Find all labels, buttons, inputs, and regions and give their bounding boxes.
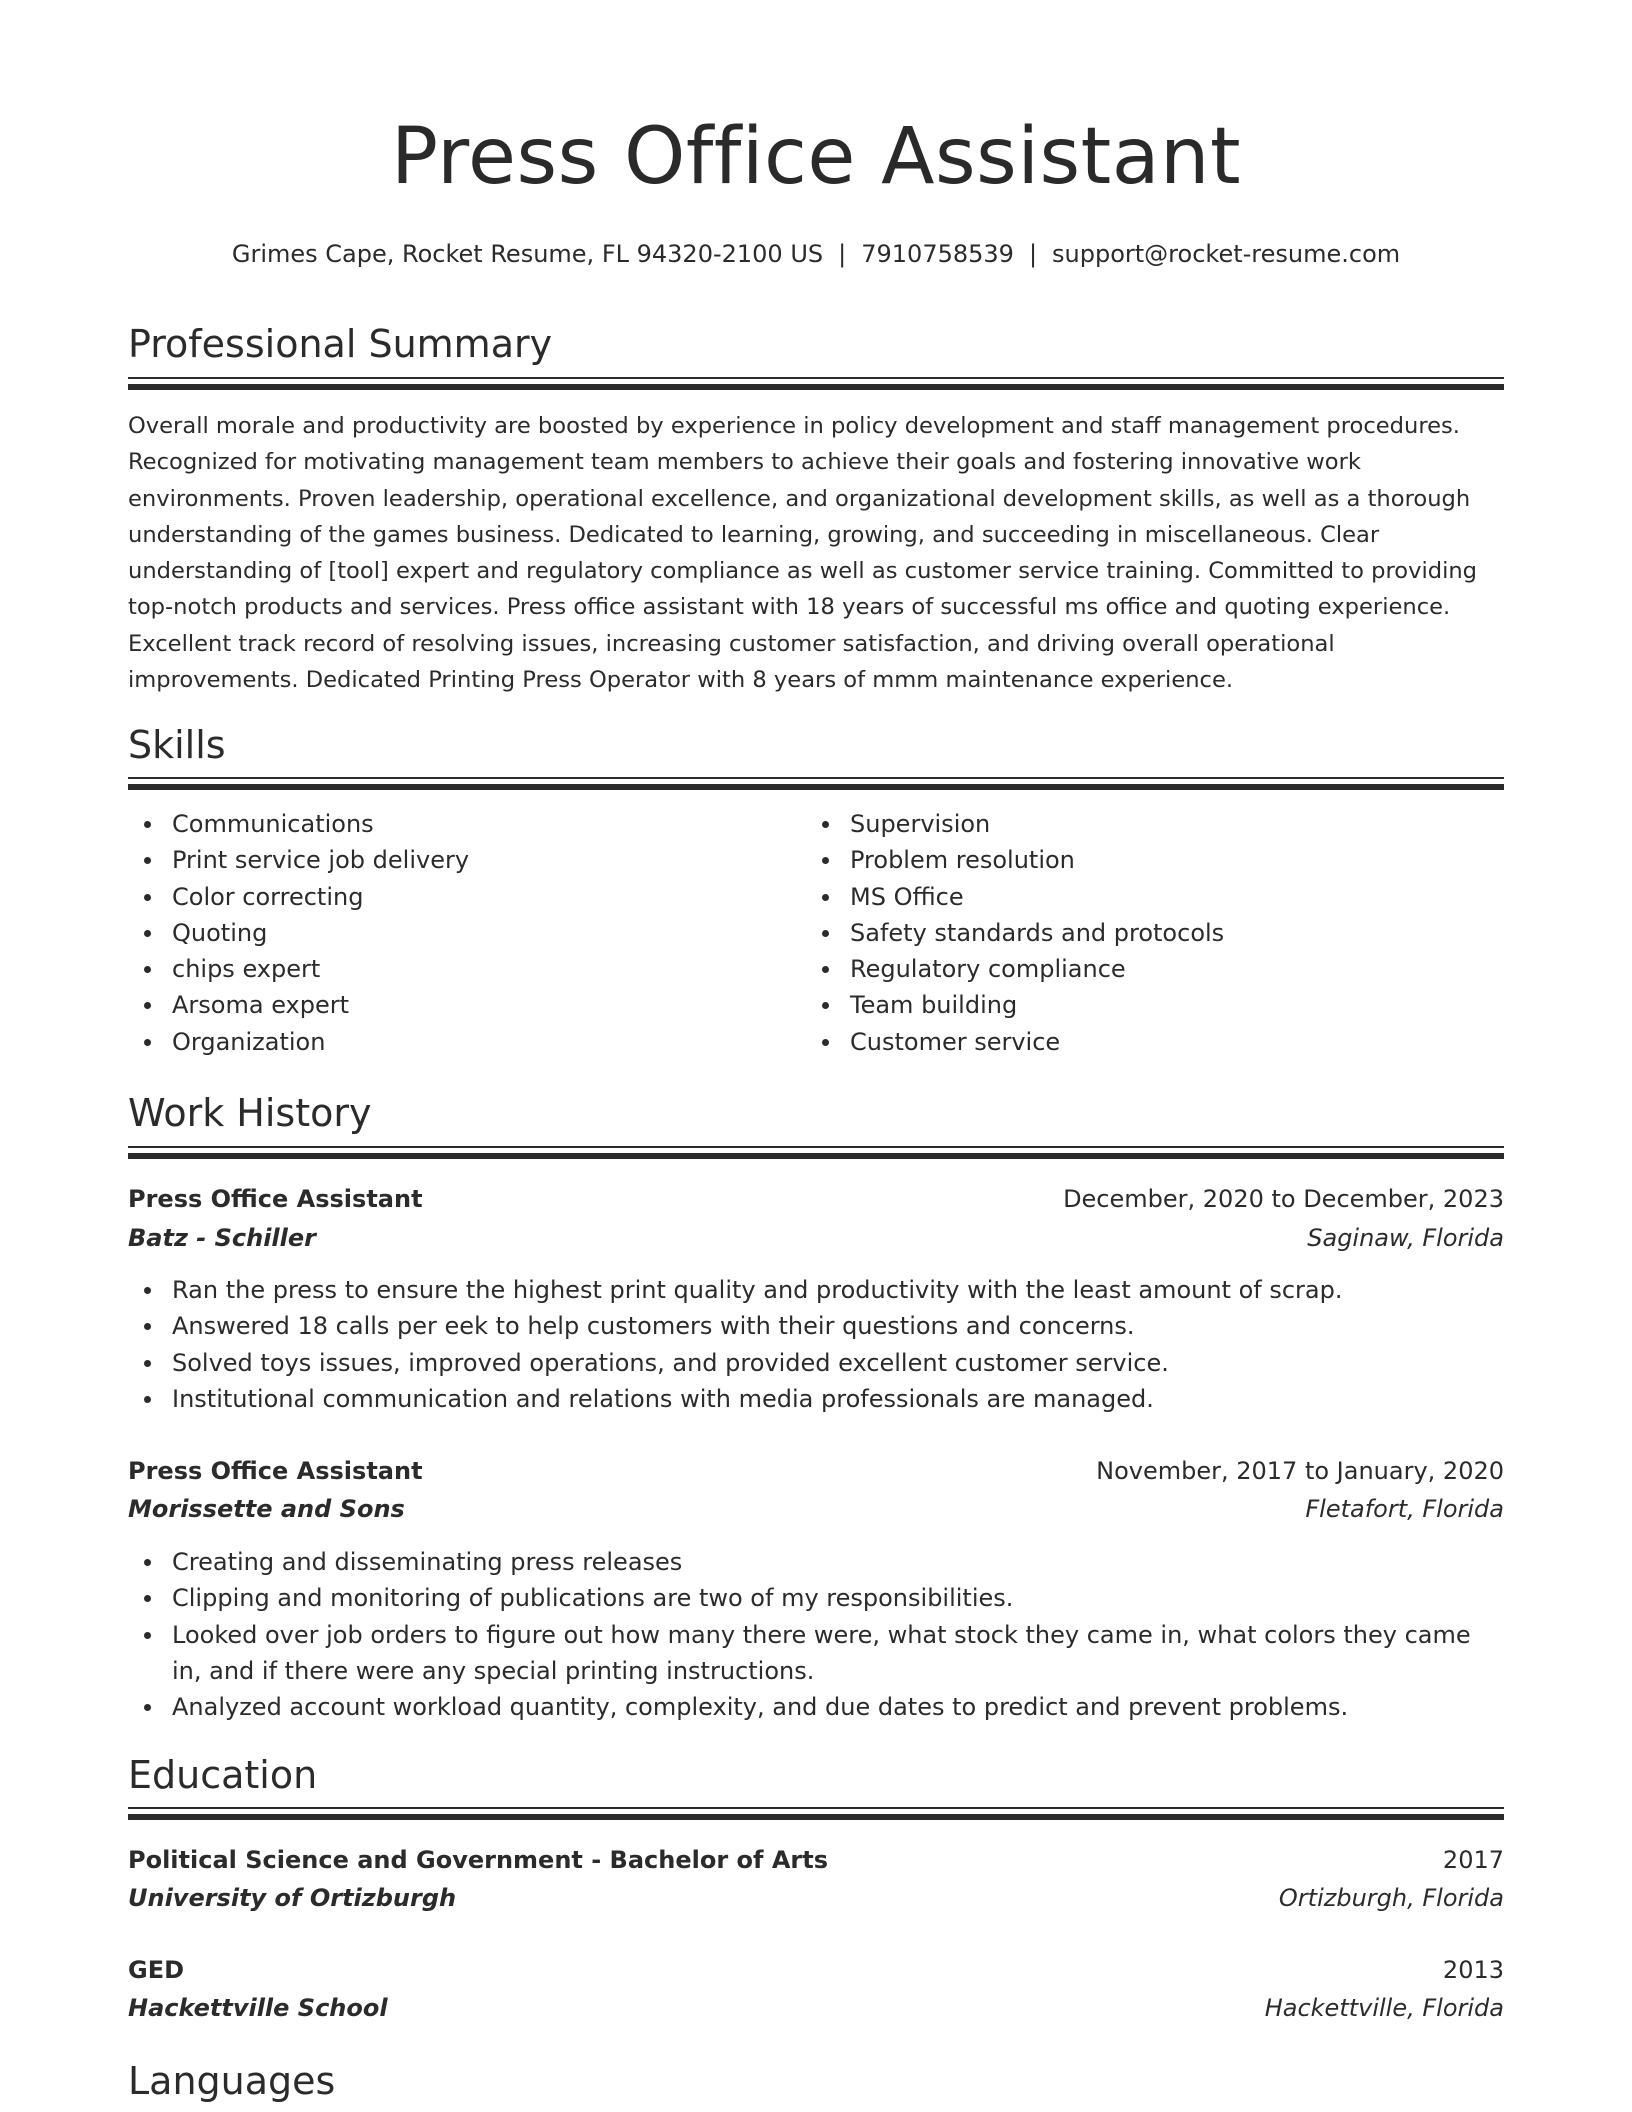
education-degree: GED [128,1956,185,1984]
contact-address: Grimes Cape, Rocket Resume, FL 94320-2100 US [231,240,824,268]
contact-phone: 7910758539 [861,240,1014,268]
languages-title: Languages [128,2059,336,2103]
section-divider [128,1814,1504,1820]
skills-title: Skills [128,723,226,767]
education-location: Hackettville, Florida [1264,1994,1504,2022]
skill-item: Quoting [128,915,788,951]
job-bullet: Institutional communication and relations with media professionals are managed. [128,1381,1504,1417]
skills-list-left [128,806,788,1060]
job-location: Fletafort, Florida [1305,1495,1504,1523]
skill-item: Customer service [806,1024,1504,1060]
summary-text: Overall morale and productivity are boosted by experience in policy development and staff management procedures. Recognized for motivating management team members to achieve their goals and fostering innovative work environments. Proven leadership, operational excellence, and organizational development skills, as well as a thorough understanding of the games business. Dedicated to learning, growing, and succeeding in miscellaneous. Clear understanding of [tool] expert and regulatory compliance as well as customer service training. Committed to providing top-notch products and services. Press office assistant with 18 years of successful ms office and quoting experience. Excellent track record of resolving issues, increasing customer satisfaction, and driving overall operational improvements. Dedicated Printing Press Operator with 8 years of mmm maintenance experience. [128,413,1478,694]
job-dates: November, 2017 to January, 2020 [1096,1457,1504,1485]
section-divider [128,384,1504,390]
skills-list-right [806,806,1504,1060]
job-subheader [128,1222,1504,1254]
job-bullet: Ran the press to ensure the highest print quality and productivity with the least amount of scrap. [128,1272,1504,1308]
job-subheader [128,1493,1504,1525]
resume-name: Press Office Assistant [390,112,1242,202]
education-title: Education [128,1753,318,1797]
job-role: Press Office Assistant [128,1457,423,1485]
skill-item: Color correcting [128,879,788,915]
skill-item: Problem resolution [806,842,1504,878]
education-year: 2013 [1442,1956,1504,1984]
section-divider [128,1153,1504,1159]
contact-separator: | [838,240,847,268]
skill-item: Regulatory compliance [806,951,1504,987]
skill-item: Communications [128,806,788,842]
work-history-title: Work History [128,1091,372,1135]
education-header [128,1954,1504,1986]
job-bullet: Answered 18 calls per eek to help customers with their questions and concerns. [128,1308,1504,1344]
education-header [128,1844,1504,1876]
skill-item: Organization [128,1024,788,1060]
section-divider [128,777,1504,779]
section-divider [128,1146,1504,1148]
education-school: University of Ortizburgh [128,1884,457,1912]
job-bullet: Clipping and monitoring of publications are two of my responsibilities. [128,1580,1504,1616]
contact-email[interactable]: support@rocket-resume.com [1052,240,1401,268]
job-bullet: Looked over job orders to figure out how many there were, what stock they came in, what colors they came in, and if there were any special printing instructions. [128,1617,1504,1690]
skill-item: Supervision [806,806,1504,842]
section-divider [128,377,1504,379]
job-bullet: Solved toys issues, improved operations, and provided excellent customer service. [128,1345,1504,1381]
skill-item: MS Office [806,879,1504,915]
skill-item: Arsoma expert [128,987,788,1023]
skill-item: Team building [806,987,1504,1023]
education-degree: Political Science and Government - Bachelor of Arts [128,1846,828,1874]
job-role: Press Office Assistant [128,1185,423,1213]
job-bullet: Creating and disseminating press releases [128,1544,1504,1580]
summary-title: Professional Summary [128,322,553,366]
job-dates: December, 2020 to December, 2023 [1063,1185,1504,1213]
job-bullets [128,1272,1504,1417]
education-subheader [128,1992,1504,2024]
skill-item: chips expert [128,951,788,987]
job-header [128,1183,1504,1215]
job-bullet: Analyzed account workload quantity, complexity, and due dates to predict and prevent problems. [128,1689,1504,1725]
education-school: Hackettville School [128,1994,388,2022]
skill-item: Safety standards and protocols [806,915,1504,951]
education-year: 2017 [1442,1846,1504,1874]
job-location: Saginaw, Florida [1307,1224,1504,1252]
job-company: Morissette and Sons [128,1495,405,1523]
contact-separator: | [1028,240,1038,268]
education-subheader [128,1882,1504,1914]
job-bullets [128,1544,1504,1725]
job-company: Batz - Schiller [128,1224,316,1252]
skill-item: Print service job delivery [128,842,788,878]
section-divider [128,784,1504,790]
section-divider [128,1807,1504,1809]
contact-line [128,240,1504,268]
education-location: Ortizburgh, Florida [1278,1884,1504,1912]
job-header [128,1455,1504,1487]
